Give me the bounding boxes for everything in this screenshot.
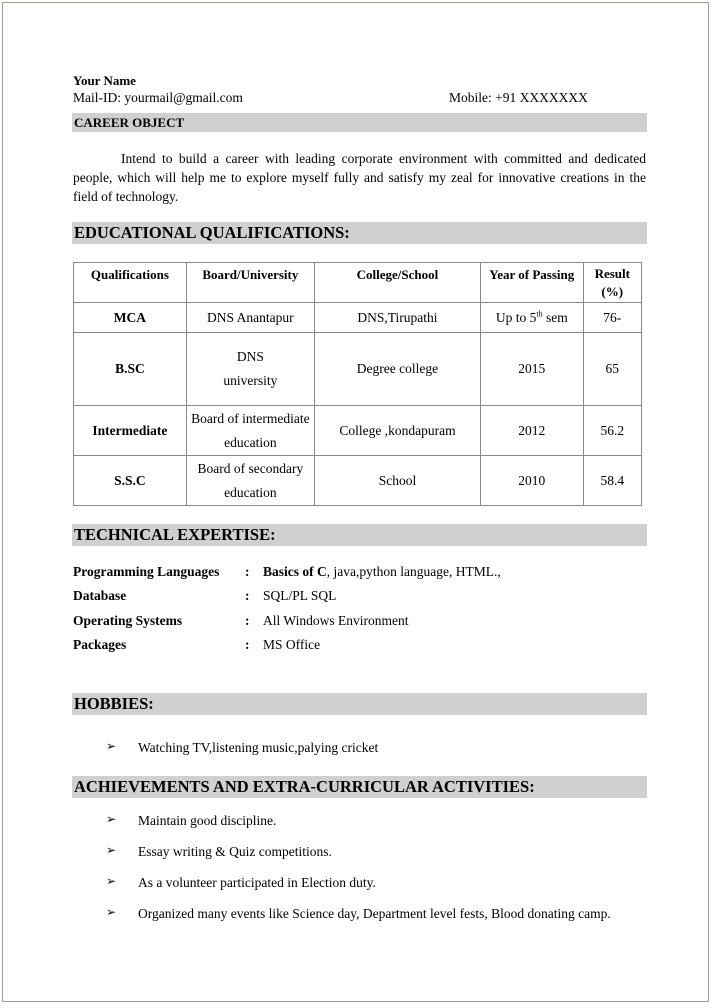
result-cell: 76-	[583, 303, 641, 333]
column-header: Result (%)	[583, 263, 641, 303]
column-header: Qualifications	[74, 263, 187, 303]
result-cell: 56.2	[583, 406, 641, 456]
board-cell: DNS university	[186, 333, 314, 406]
qualification-cell: B.SC	[74, 333, 187, 406]
bullet-arrow-icon: ➢	[106, 874, 117, 888]
board-cell: Board of secondary education	[186, 456, 314, 506]
tech-colon: :	[245, 564, 250, 579]
result-cell: 58.4	[583, 456, 641, 506]
hobbies-heading: HOBBIES:	[72, 693, 647, 715]
achievements-heading: ACHIEVEMENTS AND EXTRA-CURRICULAR ACTIVITIES:	[72, 776, 647, 798]
college-cell: School	[314, 456, 480, 506]
tech-key: Packages	[73, 637, 127, 652]
table-row	[74, 456, 642, 506]
achievement-text: As a volunteer participated in Election duty.	[138, 875, 376, 890]
year-cell: 2010	[481, 456, 584, 506]
hobby-text: Watching TV,listening music,palying cricket	[138, 740, 379, 755]
technical-heading: TECHNICAL EXPERTISE:	[72, 524, 647, 546]
achievement-text: Maintain good discipline.	[138, 813, 277, 828]
bullet-arrow-icon: ➢	[106, 739, 117, 753]
table-row	[74, 406, 642, 456]
education-table	[73, 262, 642, 506]
tech-value	[263, 564, 501, 580]
board-cell: Board of intermediate education	[186, 406, 314, 456]
board-cell: DNS Anantapur	[186, 303, 314, 333]
resume-page	[2, 2, 709, 1002]
education-heading: EDUCATIONAL QUALIFICATIONS:	[72, 222, 647, 244]
email-line: Mail-ID: yourmail@gmail.com	[73, 90, 243, 105]
tech-value-rest: , java,python language, HTML.,	[326, 564, 501, 579]
achievement-text: Essay writing & Quiz competitions.	[138, 844, 332, 859]
tech-value: SQL/PL SQL	[263, 588, 337, 603]
result-cell: 65	[583, 333, 641, 406]
year-cell: 2012	[481, 406, 584, 456]
tech-colon: :	[245, 588, 250, 603]
candidate-name: Your Name	[73, 73, 136, 88]
qualification-cell: S.S.C	[74, 456, 187, 506]
college-cell: Degree college	[314, 333, 480, 406]
bullet-arrow-icon: ➢	[106, 905, 117, 919]
year-suffix: sem	[542, 309, 568, 325]
year-cell	[481, 303, 584, 333]
year-cell: 2015	[481, 333, 584, 406]
year-superscript: th	[536, 309, 543, 318]
bullet-arrow-icon: ➢	[106, 812, 117, 826]
table-row	[74, 303, 642, 333]
tech-key: Database	[73, 588, 127, 603]
tech-colon: :	[245, 613, 250, 628]
tech-colon: :	[245, 637, 250, 652]
year-prefix: Up to 5	[495, 309, 537, 325]
bullet-arrow-icon: ➢	[106, 843, 117, 857]
tech-key: Programming Languages	[73, 564, 220, 579]
achievement-text: Organized many events like Science day, Department level fests, Blood donating camp.	[138, 906, 611, 921]
college-cell: College ,kondapuram	[314, 406, 480, 456]
table-row	[74, 333, 642, 406]
mobile-line: Mobile: +91 XXXXXXX	[449, 90, 588, 105]
column-header: Year of Passing	[481, 263, 584, 303]
column-header: College/School	[314, 263, 480, 303]
qualification-cell: MCA	[74, 303, 187, 333]
tech-value-bold: Basics of C	[263, 564, 327, 579]
college-cell: DNS,Tirupathi	[314, 303, 480, 333]
career-heading: CAREER OBJECT	[72, 113, 647, 132]
table-header-row	[74, 263, 642, 303]
column-header: Board/University	[186, 263, 314, 303]
career-objective-text: Intend to build a career with leading corporate environment with committed and dedicated people, which will help me to explore myself fully and satisfy my zeal for innovative creations in the field of technology.	[73, 151, 646, 204]
qualification-cell: Intermediate	[74, 406, 187, 456]
tech-key: Operating Systems	[73, 613, 183, 628]
tech-value: All Windows Environment	[263, 613, 409, 628]
tech-value: MS Office	[263, 637, 321, 652]
